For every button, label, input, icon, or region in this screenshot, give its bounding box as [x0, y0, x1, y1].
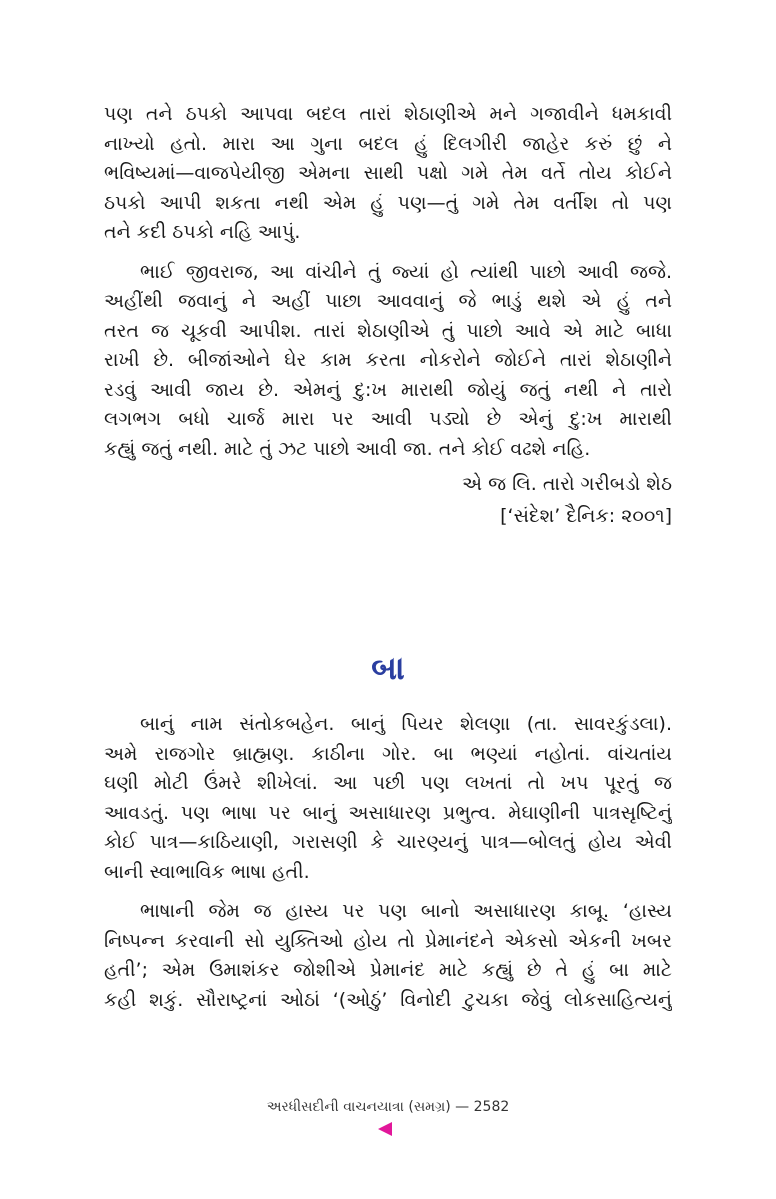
- text-line: ભવિષ્યમાં—વાજપેયીજી એમના સાથી પક્ષો ગમે તેમ વર્તે તોય કોઈને: [104, 162, 672, 184]
- text-line: અમે રાજગોર બ્રાહ્મણ. કાઠીના ગોર. બા ભણ્યાં નહોતાં. વાંચતાંય: [104, 742, 672, 765]
- text-line: કોઈ પાત્ર—કાઠિયાણી, ગરાસણી કે ચારણ્યનું પાત્ર—બોલતું હોય એવી: [104, 831, 672, 853]
- text-line: નિષ્પન્ન કરવાની સો યુક્તિઓ હોય તો પ્રેમાનંદને એકસો એકની ખબર: [104, 929, 672, 952]
- text-line: નાખ્યો હતો. મારા આ ગુના બદલ હું દિલગીરી જાહેર કરું છું ને: [104, 132, 672, 155]
- text-line: બાની સ્વાભાવિક ભાષા હતી.: [104, 860, 310, 883]
- text-line: ઠપકો આપી શકતા નથી એમ હું પણ—તું ગમે તેમ વર્તીશ તો પણ: [104, 191, 672, 214]
- letter-section: [104, 100, 672, 531]
- text-line: અહીંથી જવાનું ને અહીં પાછા આવવાનું જે ભાડું થશે એ હું તને: [104, 290, 672, 312]
- paragraph: [104, 258, 672, 465]
- ba-section: [104, 710, 672, 1015]
- paragraph: [104, 100, 672, 248]
- text-line: કહ્યું જતું નથી. માટે તું ઝટ પાછો આવી જા. તને કોઈ વઢશે નહિ.: [104, 437, 591, 460]
- text-line: તને કદી ઠપકો નહિ આપું.: [104, 221, 301, 243]
- text-line: ભાષાની જેમ જ હાસ્ય પર પણ બાનો અસાધારણ કાબૂ. ‘હાસ્ય: [140, 900, 672, 922]
- text-line: રડવું આવી જાય છે. એમનું દુ:ખ મારાથી જોયું જતું નથી ને તારો: [104, 378, 672, 401]
- source-citation: [‘સંદેશ’ દૈનિક: ૨૦૦૧]: [500, 504, 672, 527]
- paragraph: [104, 897, 672, 1015]
- text-line: ભાઈ જીવરાજ, આ વાંચીને તું જ્યાં હો ત્યાંથી પાછો આવી જજે.: [140, 260, 672, 283]
- text-line: પણ તને ઠપકો આપવા બદલ તારાં શેઠાણીએ મને ગજાવીને ધમકાવી: [104, 103, 672, 125]
- triangle-left-icon[interactable]: [378, 1122, 392, 1136]
- text-line: હતી’; એમ ઉમાશંકર જોશીએ પ્રેમાનંદ માટે કહ્યું છે તે હું બા માટે: [104, 959, 672, 981]
- text-line: કહી શકું. સૌરાષ્ટ્રનાં ઓઠાં ‘(ઓઠું’ વિનોદી ટુચકા જેવું લોકસાહિત્યનું: [104, 988, 672, 1011]
- text-line: રાખી છે. બીજાંઓને ઘેર કામ કરતા નોકરોને જોઈને તારાં શેઠાણીને: [104, 349, 672, 371]
- paragraph: [104, 710, 672, 887]
- letter-signature: એ જ લિ. તારો ગરીબડો શેઠ: [461, 473, 672, 495]
- text-line: ઘણી મોટી ઉંમરે શીખેલાં. આ પછી પણ લખતાં તો ખપ પૂરતું જ: [104, 772, 672, 794]
- text-line: બાનું નામ સંતોકબહેન. બાનું પિયર શેલણા (તા. સાવરકુંડલા).: [140, 713, 672, 735]
- section-title: બા: [371, 649, 405, 687]
- page-footer: અરધીસદીની વાચનયાત્રા (સમગ્ર) — 2582: [266, 1099, 510, 1115]
- text-line: આવડતું. પણ ભાષા પર બાનું અસાધારણ પ્રભુત્વ. મેઘાણીની પાત્રસૃષ્ટિનું: [104, 801, 672, 824]
- text-line: તરત જ ચૂકવી આપીશ. તારાં શેઠાણીએ તું પાછો આવે એ માટે બાધા: [104, 319, 672, 342]
- text-line: લગભગ બધો ચાર્જ મારા પર આવી પડ્યો છે એનું દુ:ખ મારાથી: [104, 408, 672, 430]
